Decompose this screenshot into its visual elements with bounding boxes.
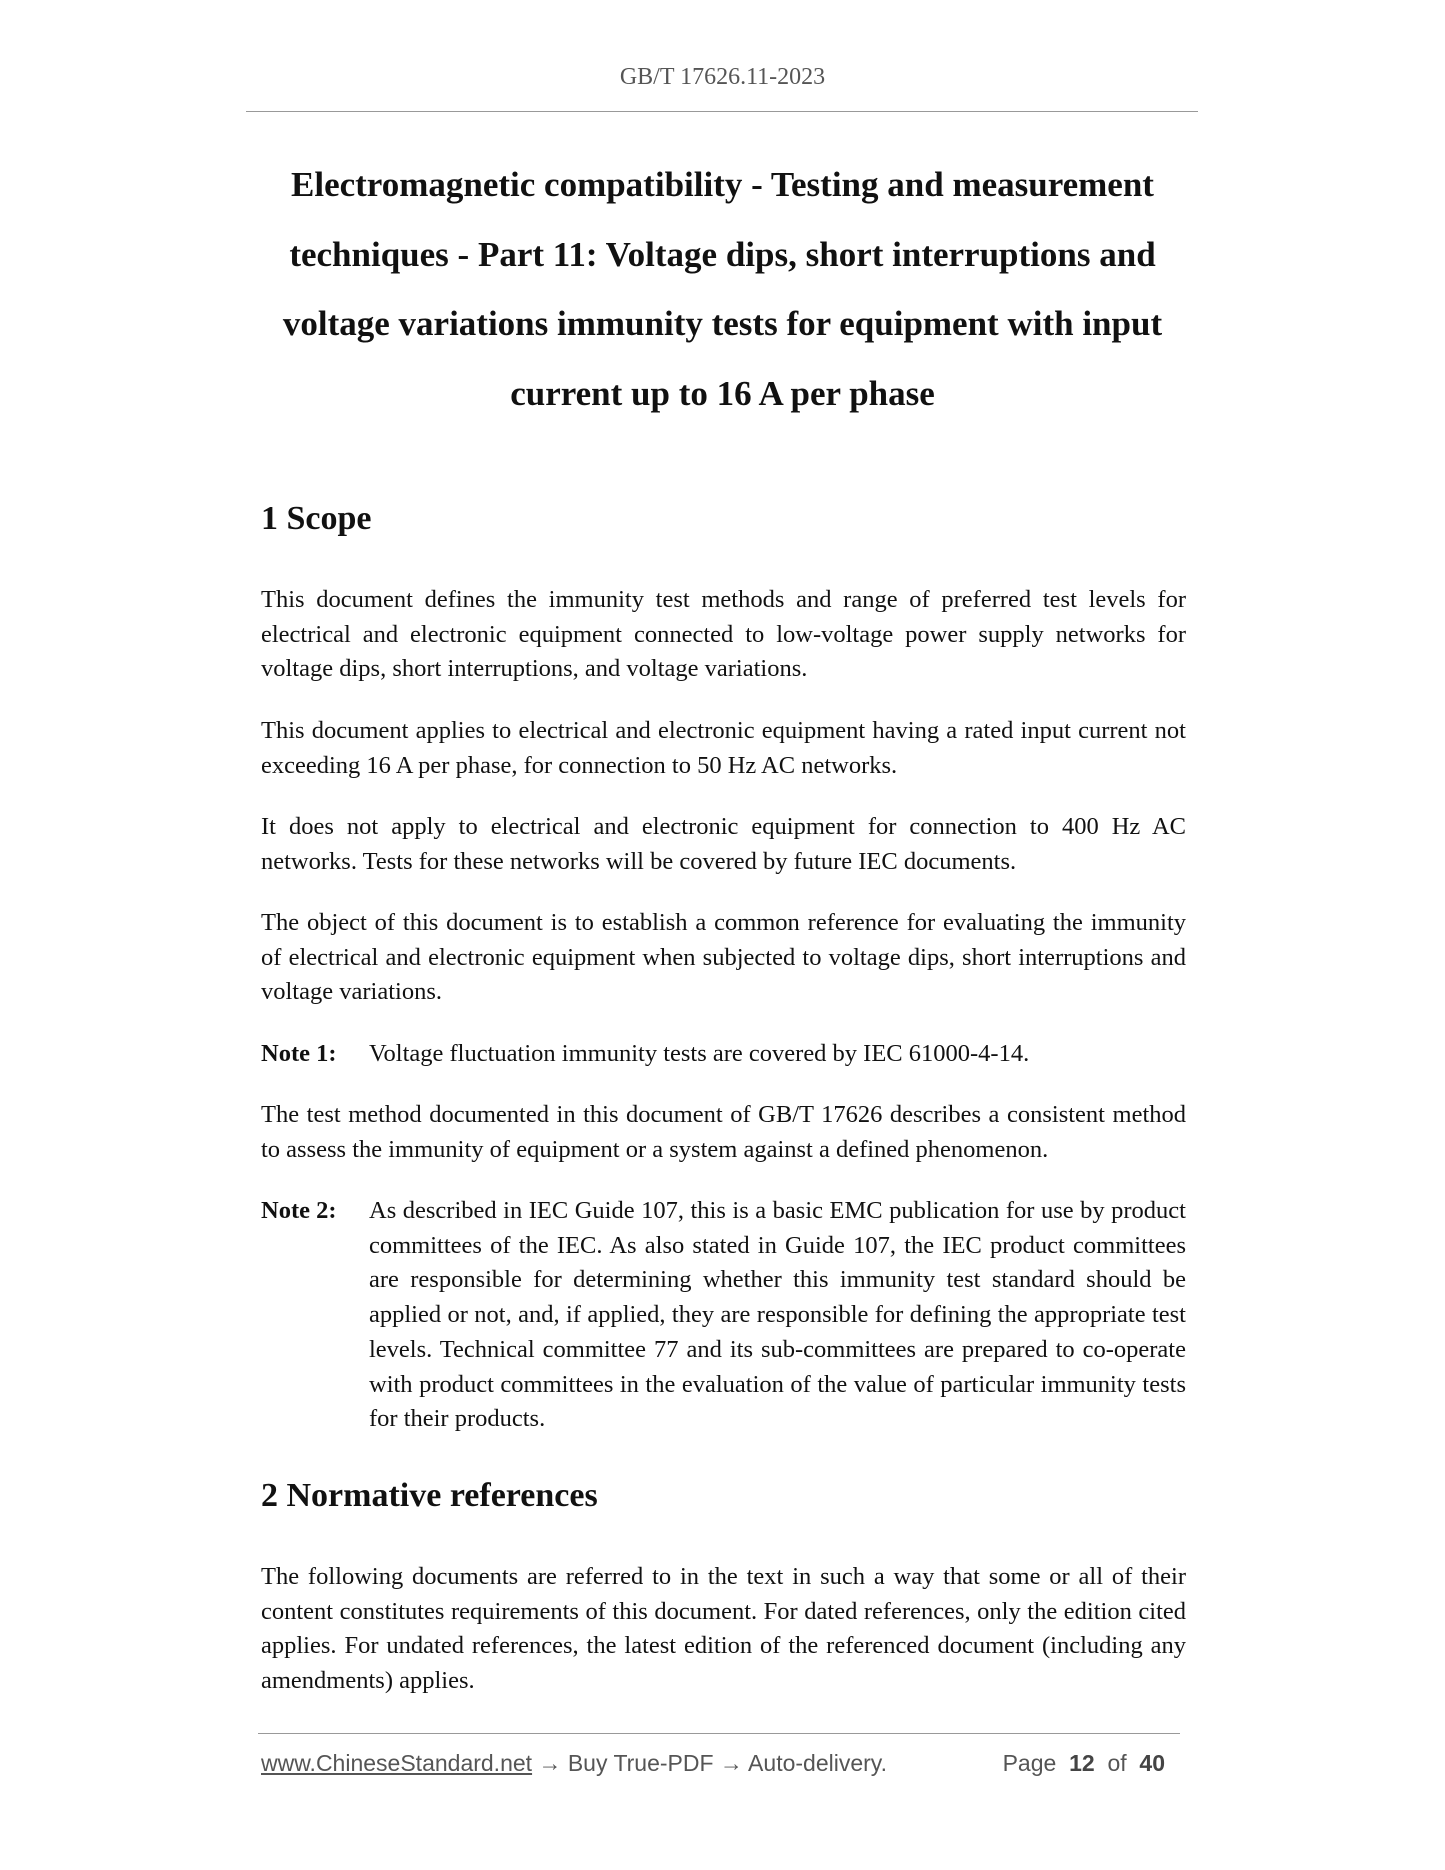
note-2 (261, 1194, 1186, 1437)
note-1 (261, 1037, 1186, 1072)
footer-promo-text: → Buy True-PDF → Auto-delivery. (532, 1750, 887, 1776)
header-divider (246, 111, 1198, 112)
paragraph: This document applies to electrical and electronic equipment having a rated input current not exceeding 16 A per phase, for connection to 50 Hz AC networks. (261, 717, 1186, 779)
page-word: Page (1002, 1750, 1057, 1776)
page-indicator (1003, 1750, 1165, 1777)
document-title: Electromagnetic compatibility - Testing and measurement techniques - Part 11: Voltage dips, short interruptions and voltage variations immunity tests for equipment with input current up to 16 A per phase (282, 165, 1163, 413)
paragraph: This document defines the immunity test methods and range of preferred test levels for electrical and electronic equipment connected to low-voltage power supply networks for voltage dips, short interruptions, and voltage variations. (261, 586, 1186, 683)
total-pages: 40 (1139, 1750, 1165, 1776)
paragraph: The object of this document is to establish a common reference for evaluating the immunity of electrical and electronic equipment when subjected to voltage dips, short interruptions and voltage variations. (261, 909, 1186, 1006)
note-text: As described in IEC Guide 107, this is a basic EMC publication for use by product committees of the IEC. As also stated in Guide 107, the IEC product committees are responsible for determining whether this immunity test standard should be applied or not, and, if applied, they are responsible for defining the appropriate test levels. Technical committee 77 and its sub-committees are prepared to co-operate with product committees in the evaluation of the value of particular immunity tests for their products. (369, 1197, 1186, 1433)
website-link[interactable]: www.ChineseStandard.net (261, 1750, 533, 1776)
note-text: Voltage fluctuation immunity tests are covered by IEC 61000-4-14. (369, 1040, 1030, 1067)
paragraph: The following documents are referred to in the text in such a way that some or all of their content constitutes requirements of this document. For dated references, only the edition cited applies. For undated references, the latest edition of the referenced document (including any amendments) applies. (261, 1563, 1186, 1695)
section-heading-scope: 1 Scope (261, 500, 372, 537)
footer-divider (258, 1733, 1180, 1734)
note-label: Note 2: (261, 1197, 337, 1224)
running-header: GB/T 17626.11-2023 (619, 64, 826, 90)
current-page: 12 (1069, 1750, 1095, 1776)
of-word: of (1107, 1750, 1127, 1776)
footer-promo (261, 1750, 887, 1777)
paragraph: The test method documented in this document of GB/T 17626 describes a consistent method to assess the immunity of equipment or a system against a defined phenomenon. (261, 1101, 1186, 1163)
page-footer (261, 1750, 1179, 1777)
paragraph: It does not apply to electrical and electronic equipment for connection to 400 Hz AC networks. Tests for these networks will be covered by future IEC documents. (261, 813, 1186, 875)
note-label: Note 1: (261, 1040, 337, 1067)
section-heading-normative-references: 2 Normative references (261, 1477, 598, 1514)
